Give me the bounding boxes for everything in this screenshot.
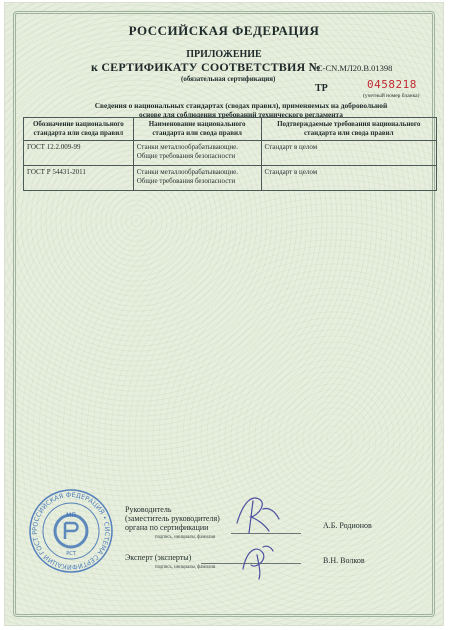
standards-table — [23, 117, 437, 191]
certificate-title: к СЕРТИФИКАТУ СООТВЕТСТВИЯ № — [91, 60, 321, 74]
head-label-line-3: органа по сертификации — [125, 523, 209, 532]
column-header-requirements: Подтверждаемые требования национального стандарта или свода правил — [261, 118, 436, 141]
head-signature — [229, 489, 289, 537]
certificate-sheet — [4, 2, 444, 626]
stamp-mark: МП — [66, 512, 76, 519]
head-label-line-1: Руководитель — [125, 505, 172, 514]
country-title: РОССИЙСКАЯ ФЕДЕРАЦИЯ — [128, 23, 320, 38]
standard-requirements: Стандарт в целом — [261, 166, 436, 191]
appendix-title: ПРИЛОЖЕНИЕ — [186, 49, 262, 60]
head-label-line-2: (заместитель руководителя) — [125, 514, 220, 523]
standard-designation: ГОСТ 12.2.009-99 — [24, 141, 134, 166]
blank-number: 0458218 — [367, 78, 417, 91]
head-signatory-label — [125, 505, 220, 532]
column-header-name: Наименование национального стандарта или свода правил — [133, 118, 261, 141]
table-row — [24, 141, 437, 166]
head-signature-caption: подпись, инициалы, фамилия — [155, 535, 216, 540]
standard-designation: ГОСТ Р 54431-2011 — [24, 166, 134, 191]
expert-signature-caption: подпись, инициалы, фамилия — [155, 565, 216, 570]
standards-info-line-1: Сведения о национальных стандартах (сводах правил), применяемых на добровольной — [94, 101, 388, 110]
head-name: А.Б. Родионов — [323, 521, 372, 530]
stamp-center: РСТ — [66, 551, 76, 557]
certificate-number: C-CN.МЛ20.В.01398 — [317, 63, 393, 73]
standard-requirements: Стандарт в целом — [261, 141, 436, 166]
table-header-row — [24, 118, 437, 141]
standard-name: Станки металлообрабатывающие. Общие требования безопасности — [133, 141, 261, 166]
standards-info-line-2: основе для соблюдения требований технического регламента — [139, 110, 343, 119]
blank-series: ТР — [315, 83, 328, 94]
standard-name: Станки металлообрабатывающие. Общие требования безопасности — [133, 166, 261, 191]
expert-signature — [237, 539, 277, 581]
expert-signatory-label: Эксперт (эксперты) — [125, 553, 192, 562]
column-header-designation: Обозначение национального стандарта или свода правил — [24, 118, 134, 141]
table-row — [24, 166, 437, 191]
expert-name: В.Н. Волков — [323, 556, 365, 565]
stamp — [27, 487, 115, 575]
certification-type: (обязательная сертификация) — [181, 75, 276, 83]
blank-number-caption: (учетный номер бланка) — [363, 93, 420, 99]
stamp-ring-text: РОССИЙСКАЯ ФЕДЕРАЦИЯ • СИСТЕМА СЕРТИФИКАЦИИ ГОСТ Р — [30, 490, 112, 572]
